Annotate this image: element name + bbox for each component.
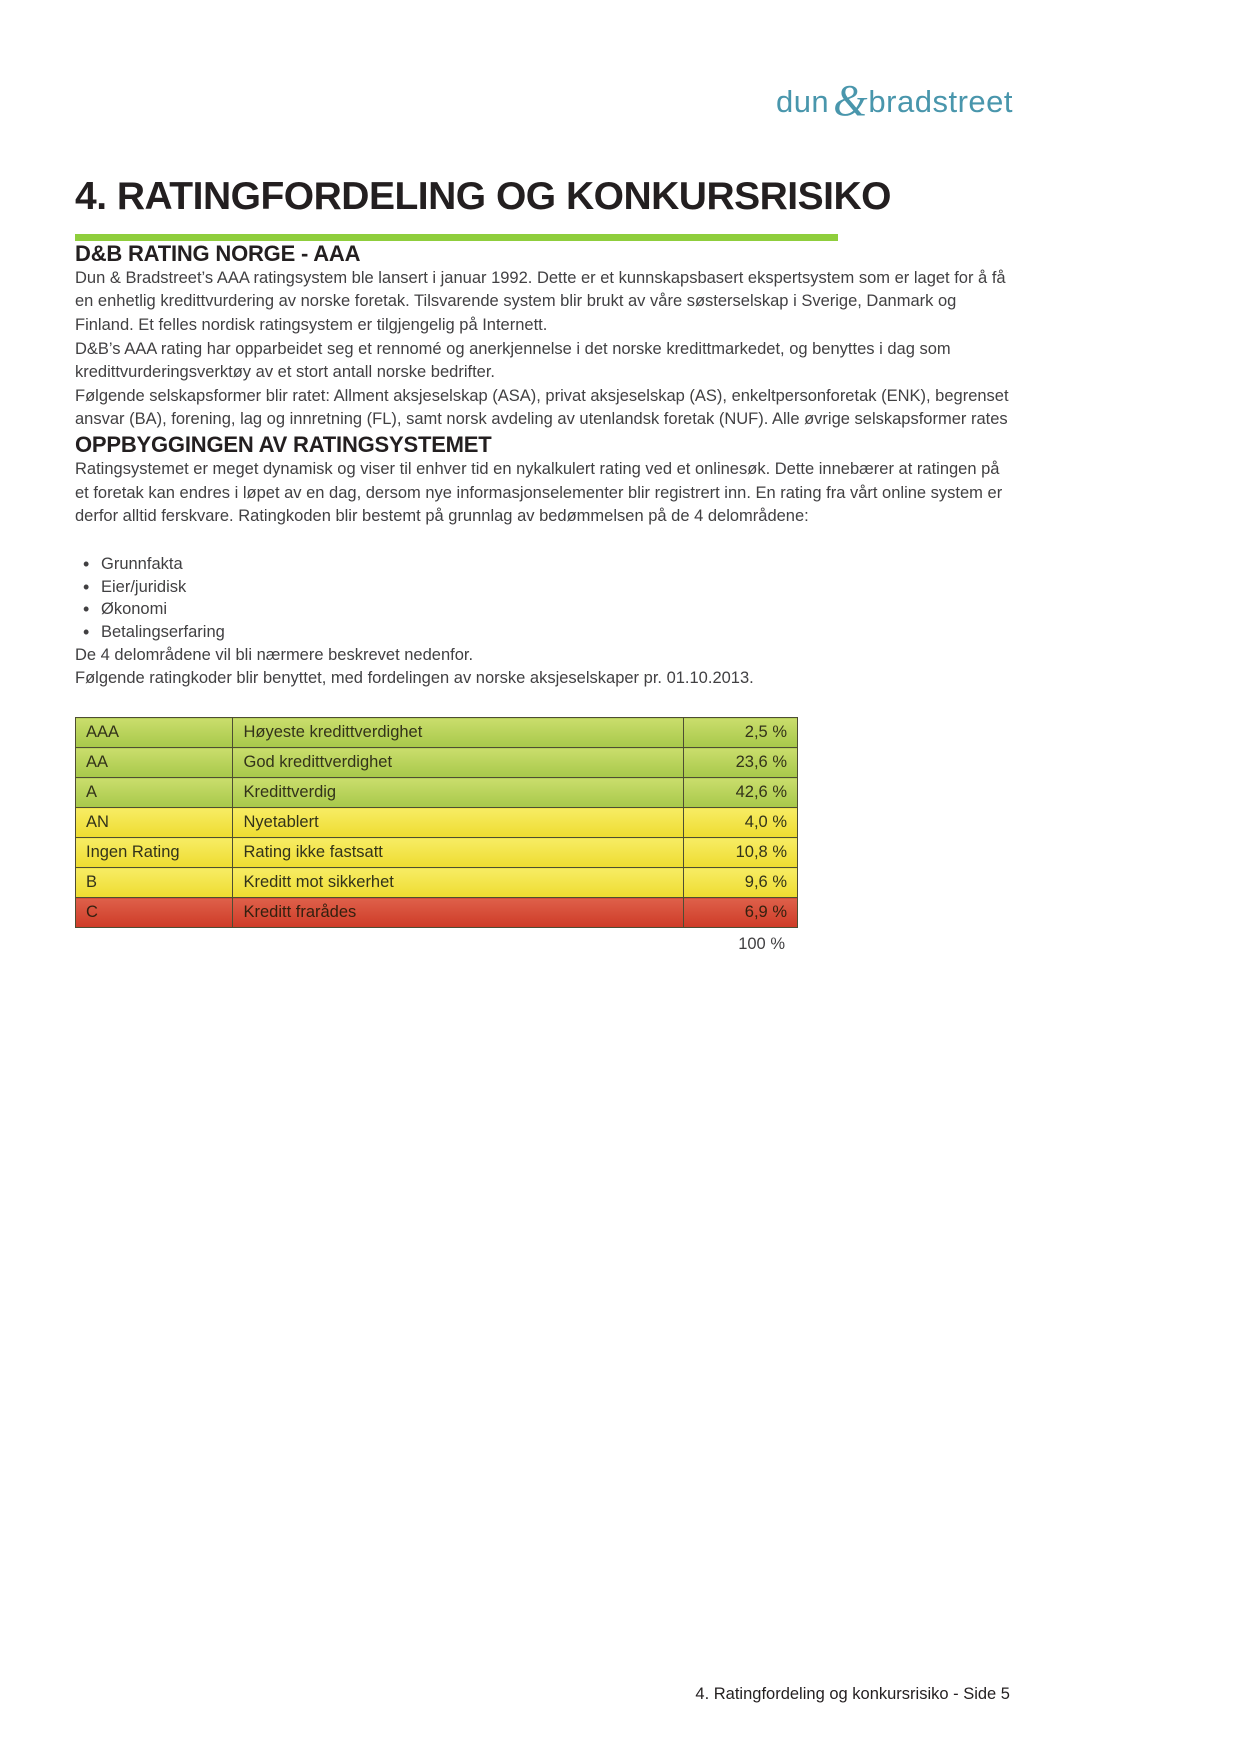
table-row xyxy=(76,838,798,868)
paragraph-table-intro: Følgende ratingkoder blir benyttet, med fordelingen av norske aksjeselskaper pr. 01.10.2013. xyxy=(75,669,754,688)
rating-description-cell: God kredittverdighet xyxy=(233,748,684,778)
rating-areas-list xyxy=(75,553,1013,644)
table-total: 100 % xyxy=(738,935,785,954)
page-title: 4. RATINGFORDELING OG KONKURSRISIKO xyxy=(75,175,891,218)
rating-code-cell: AAA xyxy=(76,718,233,748)
rating-description-cell: Rating ikke fastsatt xyxy=(233,838,684,868)
list-item-okonomi: • Økonomi xyxy=(99,598,1013,621)
rating-percent-cell: 42,6 % xyxy=(684,778,798,808)
page-footer: 4. Ratingfordeling og konkursrisiko - Side 5 xyxy=(695,1685,1010,1703)
paragraph-company-forms: Følgende selskapsformer blir ratet: Allment aksjeselskap (ASA), privat aksjeselskap (AS), enkeltpersonforetak (ENK), begrenset ansvar (BA), forening, lag og innretning (FL), samt norsk avdeling av utenlandsk foretak (NUF). Alle øvrige selskapsformer rates xyxy=(75,386,1009,429)
rating-code-cell: B xyxy=(76,868,233,898)
dnb-logo xyxy=(75,76,1013,125)
table-row xyxy=(76,718,798,748)
rating-code-cell: A xyxy=(76,778,233,808)
section-heading-oppbyggingen: OPPBYGGINGEN AV RATINGSYSTEMET xyxy=(75,432,492,458)
rating-code-cell: AA xyxy=(76,748,233,778)
rating-distribution-table xyxy=(75,717,798,928)
logo-ampersand-icon: & xyxy=(833,76,868,125)
content-column xyxy=(75,0,1013,954)
rating-percent-cell: 2,5 % xyxy=(684,718,798,748)
list-item-grunnfakta: • Grunnfakta xyxy=(99,553,1013,576)
table-row xyxy=(76,808,798,838)
logo-dun-text: dun xyxy=(775,84,830,119)
table-row xyxy=(76,778,798,808)
rating-code-cell: C xyxy=(76,898,233,928)
rating-percent-cell: 10,8 % xyxy=(684,838,798,868)
rating-code-cell: Ingen Rating xyxy=(76,838,233,868)
table-row xyxy=(76,868,798,898)
paragraph-areas-note: De 4 delområdene vil bli nærmere beskrevet nedenfor. xyxy=(75,645,474,664)
paragraph-aaa-reputation: D&B’s AAA rating har opparbeidet seg et rennomé og anerkjennelse i det norske kredittmarkedet, og benyttes i dag som kredittvurderingsverktøy av et stort antall norske bedrifter. xyxy=(75,339,951,382)
title-underline-rule xyxy=(75,234,838,241)
logo-bradstreet-text: bradstreet xyxy=(868,84,1013,119)
rating-description-cell: Kredittverdig xyxy=(233,778,684,808)
rating-percent-cell: 23,6 % xyxy=(684,748,798,778)
rating-description-cell: Høyeste kredittverdighet xyxy=(233,718,684,748)
rating-description-cell: Kreditt frarådes xyxy=(233,898,684,928)
list-item-betalingserfaring: • Betalingserfaring xyxy=(99,621,1013,644)
table-row xyxy=(76,898,798,928)
rating-percent-cell: 9,6 % xyxy=(684,868,798,898)
paragraph-aaa-history: Dun & Bradstreet’s AAA ratingsystem ble lansert i januar 1992. Dette er et kunnskapsbasert ekspertsystem som er laget for å få en enhetlig kredittvurdering av norske foretak. Tilsvarende system blir brukt av våre søsterselskap i Sverige, Danmark og Finland. Et felles nordisk ratingsystem er tilgjengelig på Internett. xyxy=(75,268,1006,335)
rating-description-cell: Nyetablert xyxy=(233,808,684,838)
paragraph-rating-system-intro: Ratingsystemet er meget dynamisk og viser til enhver tid en nykalkulert rating ved et onlinesøk. Dette innebærer at ratingen på et foretak kan endres i løpet av en dag, dersom nye informasjonselementer blir registrert inn. En rating fra vårt online system er derfor alltid ferskvare. Ratingkoden blir bestemt på grunnlag av bedømmelsen på de 4 delområdene: xyxy=(75,460,1003,526)
rating-code-cell: AN xyxy=(76,808,233,838)
rating-percent-cell: 6,9 % xyxy=(684,898,798,928)
rating-table-body xyxy=(76,718,798,928)
section-heading-db-rating-norge: D&B RATING NORGE - AAA xyxy=(75,240,361,266)
list-item-eier-juridisk: • Eier/juridisk xyxy=(99,576,1013,599)
table-row xyxy=(76,748,798,778)
rating-percent-cell: 4,0 % xyxy=(684,808,798,838)
rating-description-cell: Kreditt mot sikkerhet xyxy=(233,868,684,898)
